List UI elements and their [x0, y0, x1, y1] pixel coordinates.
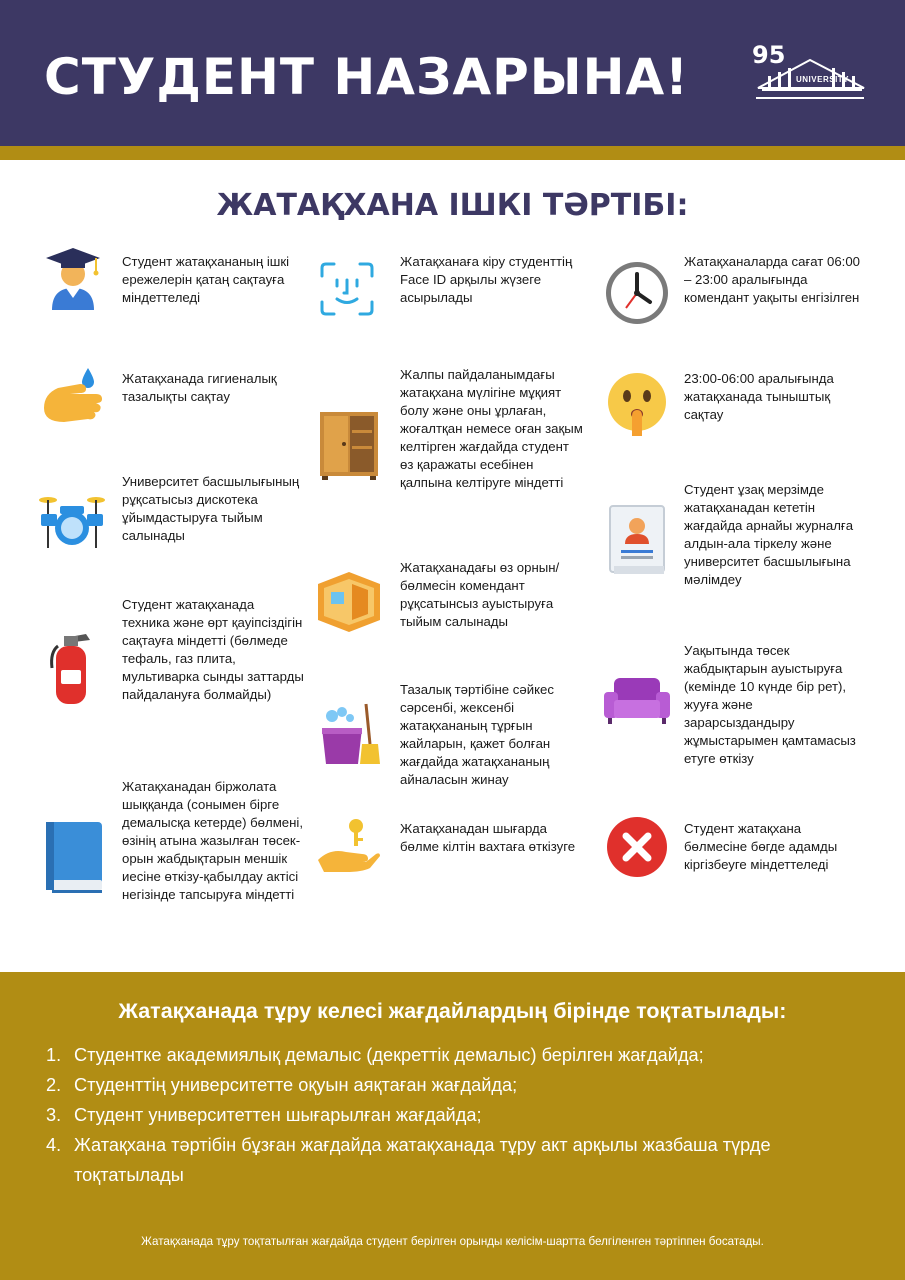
footer-title: Жатақханада тұру келесі жағдайлардың бірінде тоқтатылады:: [118, 999, 787, 1023]
footer-note: Жатақханада тұру тоқтатылған жағдайда студент берілген орынды келісім-шартта белгіленген тәртіппен босатады.: [141, 1235, 764, 1248]
termination-list: [46, 1040, 866, 1190]
fire-extinguisher-icon: [44, 628, 100, 711]
hand-water-drop-icon: [40, 364, 104, 433]
rule-text: Жатақханаларда сағат 06:00 – 23:00 аралығында комендант уақыты енгізілген: [684, 254, 861, 305]
drum-kit-icon: [38, 494, 106, 555]
rule-text: Тазалық тәртібіне сәйкес сәрсенбі, жексенбі жатақхананың тұрғын жайларын, қажет болған жағдайда жатақхананың айналасын жинау: [400, 682, 554, 787]
rule-text: Студент жатақханада техника және өрт қауіпсіздігін сақтауға міндетті (бөлмеде тефаль, газ плита, мультиварка сынды заттарды пайдалануға болмайды): [122, 597, 304, 702]
list-item: 3. Студент университеттен шығарылған жағдайда;: [46, 1105, 482, 1125]
rule-text: 23:00-06:00 аралығында жатақханада тыныштық сақтау: [684, 371, 834, 422]
university-logo: [752, 42, 868, 108]
section-title: ЖАТАҚХАНА ІШКІ ТӘРТІБІ:: [216, 188, 689, 223]
shushing-face-icon: [604, 372, 670, 443]
cleaning-bucket-icon: [318, 700, 382, 771]
page-title: СТУДЕНТ НАЗАРЫНА!: [44, 48, 689, 106]
rule-text: Уақытында төсек жабдықтарын ауыстыруға (кемінде 10 күнде бір рет), жууға және зарарсыздандыру жұмыстарымен қамтамасыз етуге өткізу: [684, 643, 856, 766]
wardrobe-icon: [318, 410, 380, 485]
rule-text: Жалпы пайдаланымдағы жатақхана мүлігіне мұқият болу және оны ұрлаған, жоғалтқан немесе оған зақым келтірген жағдайда студент өз қаражаты есебінен қалпына келтіруге міндетті: [400, 367, 583, 490]
logo-text: UNIVERSITY: [796, 75, 850, 84]
list-item: 1. Студентке академиялық демалыс (декреттік демалыс) берілген жағдайда;: [46, 1045, 704, 1065]
list-item: 4. Жатақхана тәртібін бұзған жағдайда жатақханада тұру акт арқылы жазбаша түрде тоқтатылады: [46, 1135, 771, 1185]
rule-text: Университет басшылығының рұқсатысыз дискотека ұйымдастыруға тыйым салынады: [122, 474, 300, 543]
face-id-icon: [320, 262, 374, 321]
list-item: 2. Студенттің университетте оқуын аяқтаған жағдайда;: [46, 1075, 518, 1095]
rule-text: Жатақханада гигиеналық тазалықты сақтау: [122, 371, 277, 404]
hand-key-icon: [316, 818, 382, 879]
rule-text: Студент ұзақ мерзімде жатақханадан кететін жағдайда арнайы журналға алдын-ала тіркелу және университет басшылығына мәлімдеу: [684, 482, 854, 587]
purple-sofa-icon: [602, 674, 672, 731]
rule-text: Студент жатақхана бөлмесіне бөгде адамды кіргізбеуге міндеттеледі: [684, 821, 838, 872]
rule-text: Жатақханадағы өз орнын/бөлмесін комендант рұқсатынсыз ауыстыруға тыйым салынады: [400, 560, 560, 629]
rule-text: Жатақханадан біржолата шыққанда (сонымен бірге демалысқа кетерде) бөлмені, өзінің атына жазылған төсек-орын жабдықтарын меншік иесіне өткізу-қабылдау актісі негізінде тапсыруға міндетті: [122, 779, 303, 902]
rule-text: Жатақханадан шығарда бөлме кілтін вахтаға өткізуге: [400, 821, 576, 854]
room-icon: [316, 570, 382, 639]
rule-text: Студент жатақхананың ішкі ережелерін қатаң сақтауға міндеттеледі: [122, 254, 290, 305]
blue-book-icon: [42, 818, 104, 899]
wall-clock-icon: [604, 260, 670, 331]
graduate-student-icon: [44, 244, 102, 315]
red-cross-icon: [606, 816, 668, 883]
logo-number: 95: [752, 41, 786, 69]
rule-text: Жатақханаға кіру студенттің Face ID арқылы жүзеге асырылады: [400, 254, 573, 305]
id-card-icon: [606, 504, 668, 581]
header-stripe: [0, 146, 905, 160]
